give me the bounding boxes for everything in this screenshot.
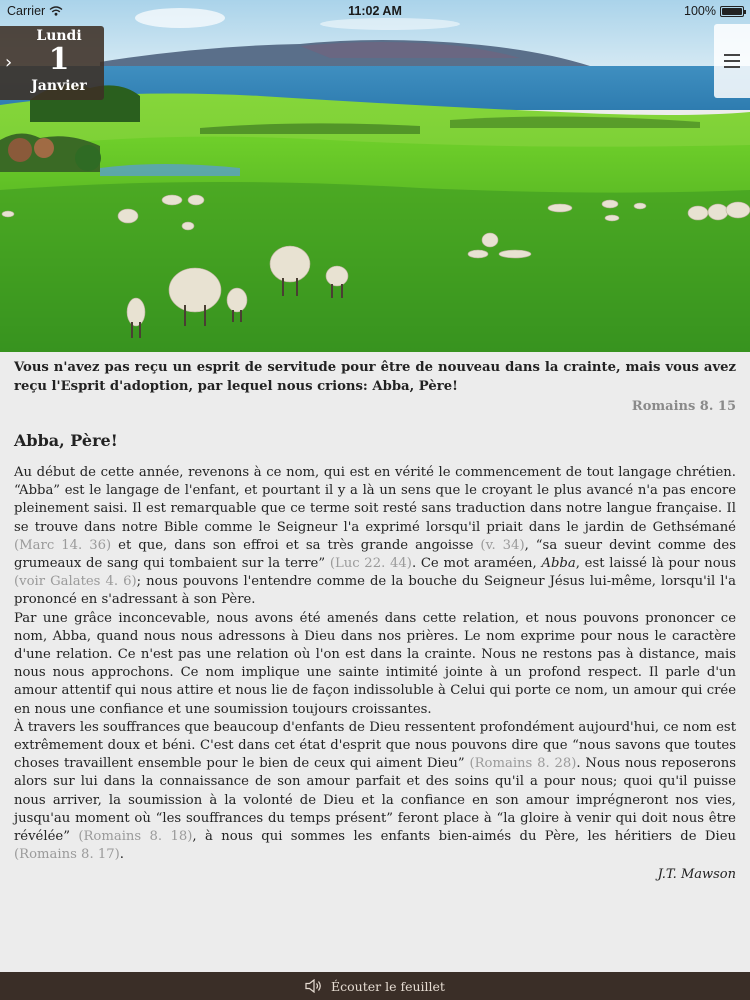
battery-indicator	[684, 4, 744, 18]
scripture-link[interactable]: (v. 34)	[480, 537, 525, 553]
paragraph-1: Au début de cette année, revenons à ce nom, qui est en vérité le commencement de tout langage chrétien. “Abba” est le langage de l'enfant, et pourtant il y a là un sens que le croyant le plus avancé n'a pas encore pleinement saisi. Il est remarquable que ce terme soit resté sans traduction dans notre langue française. Il se trouve dans notre Bible comme le Seigneur l'a exprimé lorsqu'il priait dans le jardin de Gethsémané (Marc 14. 36) et que, dans son effroi et sa très grande angoisse (v. 34), “sa sueur devint comme des grumeaux de sang qui tombaient sur la terre” (Luc 22. 44). Ce mot araméen, Abba, est laissé là pour nous (voir Galates 4. 6); nous pouvons l'entendre comme de la bouche du Seigneur Jésus lui-même, lorsqu'il l'a prononcé en s'adressant à son Père.	[14, 465, 737, 608]
status-bar	[0, 0, 750, 22]
scripture-link[interactable]: (Luc 22. 44)	[329, 556, 412, 572]
daily-reading	[0, 352, 750, 972]
hero-image	[0, 0, 750, 352]
verse-text: Vous n'avez pas reçu un esprit de servitude pour être de nouveau dans la crainte, mais vous avez reçu l'Esprit d'adoption, par lequel nous crions: Abba, Père!	[14, 360, 736, 394]
hamburger-icon-line	[724, 54, 740, 56]
date-selector-button[interactable]	[0, 26, 104, 100]
chevron-right-icon: ›	[5, 52, 13, 73]
landscape-illustration	[0, 0, 750, 352]
hamburger-icon-line	[724, 60, 740, 62]
battery-icon	[720, 6, 744, 17]
date-day-number: 1	[48, 42, 70, 77]
battery-percent: 100%	[684, 4, 716, 18]
paragraph-2: Par une grâce inconcevable, nous avons été amenés dans cette relation, et nous pouvons prononcer ce nom, Abba, quand nous nous adressons à Dieu dans nos prières. Le nom exprime pour nous le caractère d'une relation. Ce n'est pas une relation où l'on est dans la crainte. Nous ne restons pas à distance, mais nous nous approchons. Ce nom implique une sainte intimité jointe à un profond respect. Il parle d'un amour attentif qui nous attire et nous lie de façon indissoluble à Celui qui porte ce nom, un amour qui crée en nous une confiance et une soumission toujours croissantes.	[14, 610, 736, 717]
verse-reference[interactable]: Romains 8. 15	[631, 399, 736, 414]
scripture-link[interactable]: (Marc 14. 36)	[14, 537, 112, 553]
paragraph-3: À travers les souffrances que beaucoup d'enfants de Dieu ressentent profondément aujourd'hui, ce nom est extrêmement doux et béni. C'est dans cet état d'esprit que nous pouvons dire que “nous savons que toutes choses travaillent ensemble pour le bien de ceux qui aiment Dieu” (Romains 8. 28). Nous nous reposerons alors sur lui dans la connaissance de son amour parfait et des soins qu'il a pour nous; quoi qu'il puisse nous arriver, la soumission à la volonté de Dieu et la confiance en son amour imprégneront nos vies, jusqu'au moment où “les souffrances du temps présent” feront place à “la gloire à venir qui doit nous être révélée” (Romains 8. 18), à nous qui sommes les enfants bien-aimés du Père, les héritiers de Dieu (Romains 8. 17).	[14, 719, 736, 863]
listen-button[interactable]	[0, 972, 750, 1000]
article-title: Abba, Père!	[14, 431, 118, 450]
menu-button[interactable]	[714, 24, 750, 98]
scripture-link[interactable]: (voir Galates 4. 6)	[14, 574, 137, 590]
clock: 11:02 AM	[348, 4, 402, 18]
date-month: Janvier	[31, 78, 87, 94]
scripture-link[interactable]: (Romains 8. 18)	[78, 829, 193, 845]
date-weekday: Lundi	[36, 28, 82, 44]
hamburger-icon-line	[724, 66, 740, 68]
scripture-link[interactable]: (Romains 8. 28)	[469, 756, 577, 772]
carrier-label: Carrier	[7, 4, 46, 18]
author-signature: J.T. Mawson	[657, 867, 736, 883]
speaker-icon	[305, 979, 323, 993]
article-body	[14, 464, 736, 864]
scripture-link[interactable]: (Romains 8. 17)	[14, 847, 120, 863]
listen-label: Écouter le feuillet	[331, 978, 445, 994]
